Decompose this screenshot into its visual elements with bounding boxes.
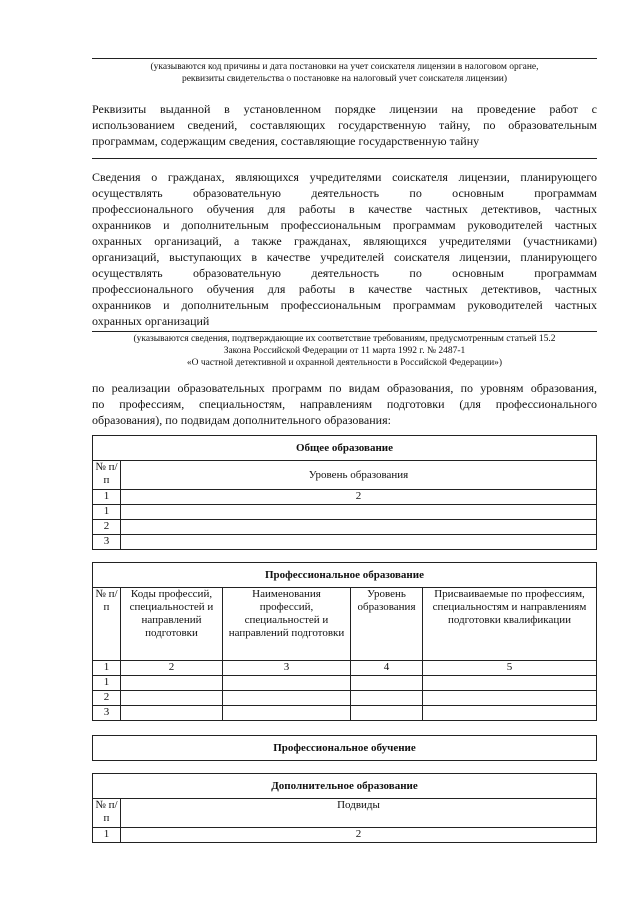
table-row xyxy=(93,505,597,520)
empty-cell xyxy=(351,676,423,691)
level-cell xyxy=(121,535,597,550)
num-cell: 1 xyxy=(93,828,121,843)
col-header-codes: Коды профессий, специальностей и направлений подготовки xyxy=(121,588,223,661)
table-row xyxy=(93,520,597,535)
law-caption-line: (указываются сведения, подтверждающие их соответствие требованиям, предусмотренным статьей 15.2 xyxy=(133,334,556,344)
row-number: 1 xyxy=(93,505,121,520)
programs-paragraph xyxy=(92,380,597,428)
founders-paragraph xyxy=(92,169,597,329)
empty-cell xyxy=(121,706,223,721)
professional-education-table xyxy=(92,562,597,721)
empty-cell xyxy=(351,706,423,721)
paragraph-line: охранников и дополнительным профессиональным программам руководителей частных xyxy=(92,218,597,232)
table-title: Дополнительное образование xyxy=(93,774,597,799)
num-cell: 2 xyxy=(121,490,597,505)
top-caption xyxy=(92,61,597,85)
col-header-subtypes: Подвиды xyxy=(121,799,597,828)
table-row xyxy=(93,691,597,706)
row-number: 2 xyxy=(93,691,121,706)
law-caption xyxy=(92,333,597,369)
col-header-names: Наименования профессий, специальностей и направлений подготовки xyxy=(223,588,351,661)
level-cell xyxy=(121,520,597,535)
empty-cell xyxy=(223,706,351,721)
col-header-num: № п/п xyxy=(93,461,121,490)
paragraph-line: организаций, выступающих в качестве учредителей соискателя лицензии, планирующего xyxy=(92,250,597,264)
empty-cell xyxy=(423,676,597,691)
col-header-qualifications: Присваиваемые по профессиям, специальностям и направлениям подготовки квалификации xyxy=(423,588,597,661)
col-header-num: № п/п xyxy=(93,799,121,828)
table-row xyxy=(93,706,597,721)
paragraph-line: охранных организаций, а также гражданах, являющихся учредителями (участниками) xyxy=(92,234,597,248)
num-cell: 1 xyxy=(93,490,121,505)
table-title: Профессиональное обучение xyxy=(93,736,597,761)
col-header-num: № п/п xyxy=(93,588,121,661)
num-cell: 2 xyxy=(121,661,223,676)
top-caption-line: (указываются код причины и дата постановки на учет соискателя лицензии в налоговом органе, xyxy=(150,62,539,72)
requisites-paragraph xyxy=(92,101,597,149)
paragraph-line: Сведения о гражданах, являющихся учредителями соискателя лицензии, планирующего xyxy=(92,170,597,184)
requisites-rule xyxy=(92,158,597,159)
empty-cell xyxy=(223,676,351,691)
empty-cell xyxy=(423,706,597,721)
table-title: Профессиональное образование xyxy=(93,563,597,588)
general-education-table xyxy=(92,435,597,550)
paragraph-line: по профессиям, специальностям, направлениям подготовки (для профессионального xyxy=(92,397,597,411)
empty-cell xyxy=(121,691,223,706)
table-row xyxy=(93,535,597,550)
level-cell xyxy=(121,505,597,520)
paragraph-line: использованием сведений, составляющих государственную тайну, по образовательным xyxy=(92,118,597,132)
row-number: 3 xyxy=(93,706,121,721)
num-cell: 1 xyxy=(93,661,121,676)
paragraph-line: осуществлять образовательную деятельность по основным программам xyxy=(92,186,597,200)
paragraph-line: осуществлять образовательную деятельность по основным программам xyxy=(92,266,597,280)
paragraph-line: образования), по подвидам дополнительного образования: xyxy=(92,413,391,427)
law-rule xyxy=(92,331,597,332)
empty-cell xyxy=(121,676,223,691)
row-number: 3 xyxy=(93,535,121,550)
additional-education-table xyxy=(92,773,597,843)
paragraph-line: охранных организаций xyxy=(92,314,210,328)
num-cell: 4 xyxy=(351,661,423,676)
table-title: Общее образование xyxy=(93,436,597,461)
paragraph-line: программам, содержащим сведения, составляющие государственную тайну xyxy=(92,134,480,148)
top-rule xyxy=(92,58,597,59)
paragraph-line: охранников и дополнительным профессиональным программам руководителей частных xyxy=(92,298,597,312)
num-cell: 5 xyxy=(423,661,597,676)
paragraph-line: профессионального обучения для работы в качестве частных детективов, частных xyxy=(92,282,597,296)
num-cell: 2 xyxy=(121,828,597,843)
law-caption-line: Закона Российской Федерации от 11 марта 1992 г. № 2487-1 xyxy=(223,346,466,356)
empty-cell xyxy=(223,691,351,706)
law-caption-line: «О частной детективной и охранной деятельности в Российской Федерации») xyxy=(186,358,503,368)
row-number: 1 xyxy=(93,676,121,691)
empty-cell xyxy=(351,691,423,706)
empty-cell xyxy=(423,691,597,706)
paragraph-line: Реквизиты выданной в установленном порядке лицензии на проведение работ с xyxy=(92,102,597,116)
professional-training-table xyxy=(92,735,597,761)
paragraph-line: по реализации образовательных программ по видам образования, по уровням образования, xyxy=(92,381,597,395)
col-header-level: Уровень образования xyxy=(121,461,597,490)
paragraph-line: профессионального обучения для работы в качестве частных детективов, частных xyxy=(92,202,597,216)
num-cell: 3 xyxy=(223,661,351,676)
table-row xyxy=(93,676,597,691)
col-header-level: Уровень образования xyxy=(351,588,423,661)
row-number: 2 xyxy=(93,520,121,535)
top-caption-line: реквизиты свидетельства о постановке на налоговый учет соискателя лицензии) xyxy=(181,74,508,84)
